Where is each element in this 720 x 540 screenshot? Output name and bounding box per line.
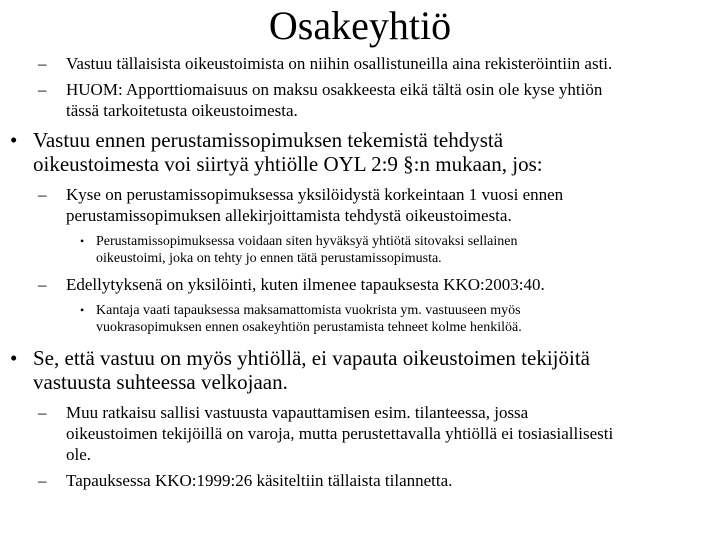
list-item-text: [66, 184, 563, 226]
text-line: Perustamissopimuksessa voidaan siten hyväksyä yhtiötä sitovaksi sellainen: [96, 234, 518, 249]
dash-marker: –: [38, 403, 47, 422]
text-line: Muu ratkaisu sallisi vastuusta vapauttamisen esim. tilanteessa, jossa: [66, 403, 529, 422]
bullet-marker: •: [10, 128, 18, 152]
text-line: Se, että vastuu on myös yhtiöllä, ei vapauta oikeustoimen tekijöitä: [33, 346, 590, 370]
dash-marker: –: [38, 54, 47, 73]
text-line: Tapauksessa KKO:1999:26 käsiteltiin tällaista tilannetta.: [66, 471, 453, 490]
bullet-marker: •: [80, 303, 85, 317]
dash-marker: –: [38, 80, 47, 99]
text-line: Edellytyksenä on yksilöinti, kuten ilmenee tapauksesta KKO:2003:40.: [66, 275, 545, 294]
list-item-text: [66, 470, 452, 491]
dash-marker: –: [38, 275, 47, 294]
list-item-text: [96, 302, 522, 336]
dash-marker: –: [38, 185, 47, 204]
slide-title: Osakeyhtiö: [268, 3, 452, 48]
text-line: vuokrasopimuksen ennen osakeyhtiön perustamista tehneet kolme henkilöä.: [96, 320, 522, 335]
dash-marker: –: [38, 471, 47, 490]
list-item-text: [66, 53, 612, 74]
text-line: oikeustoimi, joka on tehty jo ennen tätä perustamissopimusta.: [96, 251, 442, 266]
text-line: vastuusta suhteessa velkojaan.: [33, 370, 288, 394]
text-line: Vastuu tällaisista oikeustoimista on niihin osallistuneilla aina rekisteröintiin asti.: [66, 54, 613, 73]
list-item-text: [66, 402, 613, 465]
list-item-text: [66, 79, 602, 121]
text-line: tässä tarkoitetusta oikeustoimesta.: [66, 101, 298, 120]
list-item-text: [96, 233, 518, 267]
text-line: HUOM: Apporttiomaisuus on maksu osakkeesta eikä tältä osin ole kyse yhtiön: [66, 80, 603, 99]
text-line: oikeustoimesta voi siirtyä yhtiölle OYL 2:9 §:n mukaan, jos:: [33, 152, 543, 176]
text-line: perustamissopimuksen allekirjoittamista tehdystä oikeustoimesta.: [66, 206, 512, 225]
list-item-text: [33, 128, 543, 176]
text-line: oikeustoimen tekijöillä on varoja, mutta perustettavalla yhtiöllä ei tosiasiallisesti: [66, 424, 614, 443]
bullet-marker: •: [10, 346, 18, 370]
text-line: Kantaja vaati tapauksessa maksamattomista vuokrista ym. vastuuseen myös: [96, 303, 521, 318]
list-item-text: [33, 346, 590, 394]
list-item-text: [66, 274, 545, 295]
bullet-marker: •: [80, 234, 85, 248]
text-line: Vastuu ennen perustamissopimuksen tekemistä tehdystä: [33, 128, 504, 152]
text-line: ole.: [66, 445, 92, 464]
text-line: Kyse on perustamissopimuksessa yksilöidystä korkeintaan 1 vuosi ennen: [66, 185, 564, 204]
